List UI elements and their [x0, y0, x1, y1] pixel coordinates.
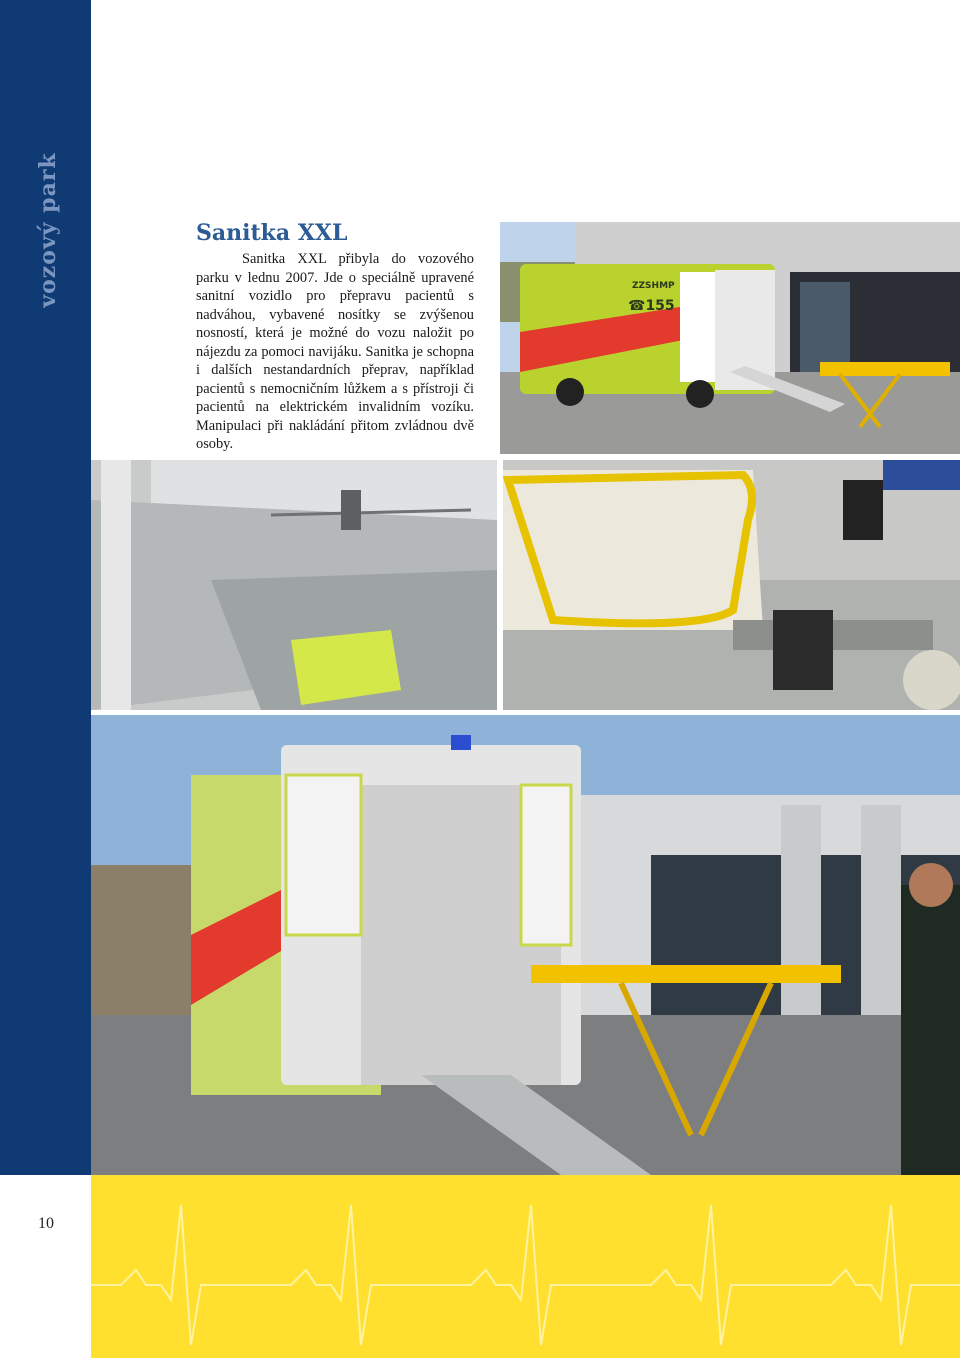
- photo-interior-ramp: [91, 460, 497, 710]
- ecg-line-graphic: [91, 1175, 960, 1358]
- section-label: vozový park: [35, 152, 61, 308]
- page-number: 10: [38, 1215, 54, 1232]
- vehicle-phone-text: ☎155: [628, 298, 675, 314]
- article-body: Sanitka XXL přibyla do vozového parku v lednu 2007. Jde o speciálně upravené sanitní vozidlo pro přepravu pacientů s nadváhou, vybavené nosítky se zvýšenou nosností, která je možné do vozu naložit po nájezdu za pomoci navijáku. Sanitka je schopna i dalších nestandardních přeprav, například pacientů s nemocničním lůžkem a s přístroji či pacientů na elektrickém invalidním vozíku. Manipulaci při nakládání přitom zvládnou dvě osoby.: [196, 251, 474, 452]
- photo-ambulance-ramp: [500, 222, 960, 454]
- photo-ambulance-rear: [91, 715, 960, 1175]
- vehicle-sign-text: ZZSHMP: [632, 281, 675, 291]
- photo-stretcher-detail: [503, 460, 960, 710]
- footer-ecg-band: [91, 1175, 960, 1358]
- article-title: Sanitka XXL: [196, 220, 348, 246]
